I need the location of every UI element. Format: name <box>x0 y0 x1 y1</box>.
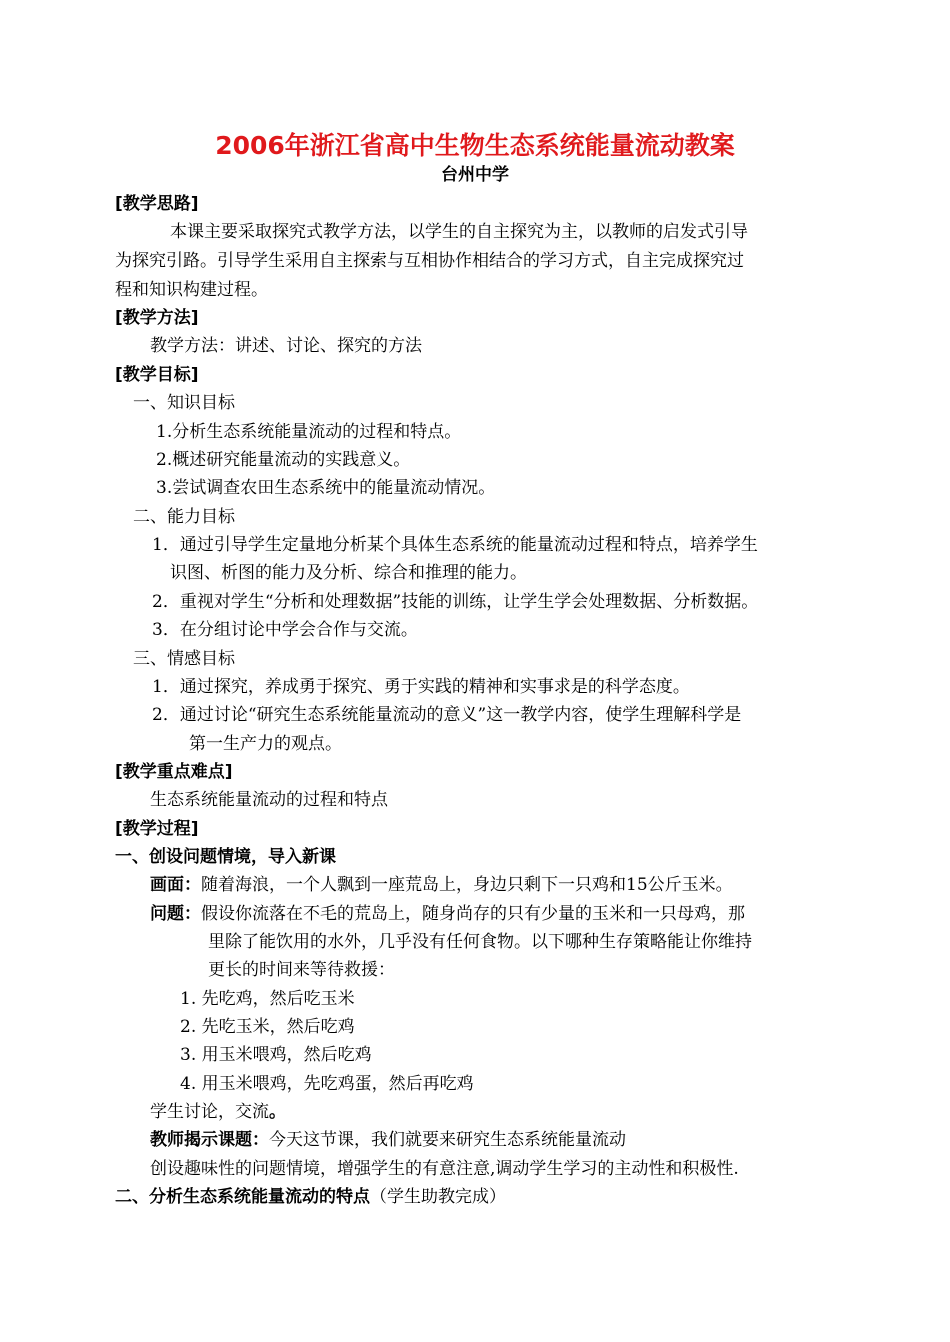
option-2: 2. 先吃玉米，然后吃鸡 <box>180 1017 355 1037</box>
question-label: 问题： <box>150 904 201 924</box>
ability-item-2: 2．重视对学生“分析和处理数据”技能的训练，让学生学会处理数据、分析数据。 <box>152 592 759 612</box>
process-part1-title: 一、创设问题情境，导入新课 <box>115 847 336 867</box>
process-part2-note: （学生助教完成） <box>370 1187 506 1207</box>
reveal-label: 教师揭示课题： <box>150 1130 269 1150</box>
emotion-item-2: 2．通过讨论“研究生态系统能量流动的意义”这一教学内容，使学生理解科学是 <box>152 705 742 725</box>
ability-goals-title: 二、能力目标 <box>133 507 235 527</box>
option-3: 3. 用玉米喂鸡，然后吃鸡 <box>180 1045 372 1065</box>
thinking-heading: [教学思路] <box>115 194 199 214</box>
document-title: 2006年浙江省高中生物生态系统能量流动教案 <box>215 131 735 160</box>
goals-heading: [教学目标] <box>115 365 199 385</box>
process-part2-line <box>115 1186 506 1208</box>
ability-item-3: 3．在分组讨论中学会合作与交流。 <box>152 620 418 640</box>
emotion-item-2-cont: 第一生产力的观点。 <box>189 734 342 754</box>
thinking-line-1: 本课主要采取探究式教学方法，以学生的自主探究为主，以教师的启发式引导 <box>170 222 748 242</box>
scene-text: 随着海浪，一个人飘到一座荒岛上，身边只剩下一只鸡和15公斤玉米。 <box>201 875 733 895</box>
emotion-goals-title: 三、情感目标 <box>133 649 235 669</box>
school-name: 台州中学 <box>441 165 509 185</box>
knowledge-item-3: 3.尝试调查农田生态系统中的能量流动情况。 <box>156 478 496 498</box>
question-line-2: 里除了能饮用的水外，几乎没有任何食物。以下哪种生存策略能让你维持 <box>208 932 752 952</box>
option-1: 1. 先吃鸡，然后吃玉米 <box>180 989 355 1009</box>
scene-line <box>150 874 733 896</box>
scene-label: 画面： <box>150 875 201 895</box>
question-line-3: 更长的时间来等待救援： <box>208 960 395 980</box>
process-heading: [教学过程] <box>115 819 199 839</box>
process-part2-title: 二、分析生态系统能量流动的特点 <box>115 1187 370 1207</box>
knowledge-item-1: 1.分析生态系统能量流动的过程和特点。 <box>156 422 462 442</box>
thinking-line-2: 为探究引路。引导学生采用自主探索与互相协作相结合的学习方式，自主完成探究过 <box>115 251 744 271</box>
reveal-line <box>150 1129 626 1151</box>
discussion-end: 。 <box>269 1102 286 1122</box>
purpose-text: 创设趣味性的问题情境，增强学生的有意注意,调动学生学习的主动性和积极性. <box>150 1159 739 1179</box>
emotion-item-1: 1．通过探究，养成勇于探究、勇于实践的精神和实事求是的科学态度。 <box>152 677 690 697</box>
question-line-1 <box>150 903 745 925</box>
method-heading: [教学方法] <box>115 308 199 328</box>
thinking-line-3: 程和知识构建过程。 <box>115 280 268 300</box>
method-text: 教学方法：讲述、讨论、探究的方法 <box>150 336 422 356</box>
key-text: 生态系统能量流动的过程和特点 <box>150 790 388 810</box>
discussion-text: 学生讨论，交流 <box>150 1102 269 1122</box>
question-text-1: 假设你流落在不毛的荒岛上，随身尚存的只有少量的玉米和一只母鸡，那 <box>201 904 745 924</box>
discussion-line <box>150 1101 286 1123</box>
option-4: 4. 用玉米喂鸡，先吃鸡蛋，然后再吃鸡 <box>180 1074 474 1094</box>
reveal-text: 今天这节课，我们就要来研究生态系统能量流动 <box>269 1130 626 1150</box>
knowledge-goals-title: 一、知识目标 <box>133 393 235 413</box>
knowledge-item-2: 2.概述研究能量流动的实践意义。 <box>156 450 411 470</box>
key-heading: [教学重点难点] <box>115 762 233 782</box>
ability-item-1: 1．通过引导学生定量地分析某个具体生态系统的能量流动过程和特点，培养学生 <box>152 535 758 555</box>
ability-item-1-cont: 识图、析图的能力及分析、综合和推理的能力。 <box>170 563 527 583</box>
